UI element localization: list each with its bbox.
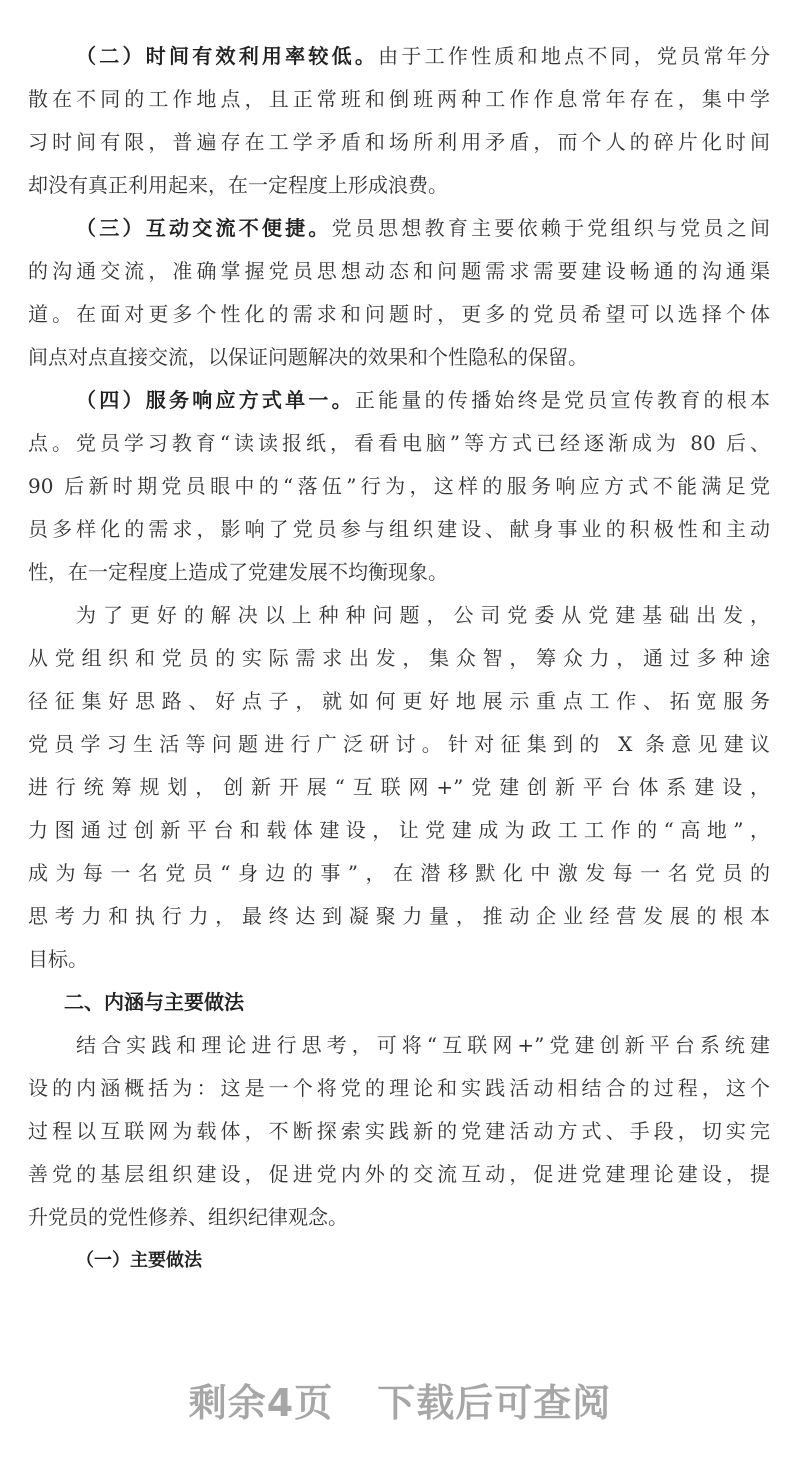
line-text: 为了更好的解决以上种种问题，公司党委从党建基础出发， — [76, 603, 770, 627]
paragraph-line — [28, 766, 770, 809]
line-text: 党员思想教育主要依赖于党组织与党员之间 — [331, 216, 771, 240]
line-text: 思考力和执行力，最终达到凝聚力量，推动企业经营发展的根本 — [28, 904, 770, 928]
paragraph-line — [28, 164, 770, 207]
line-text: 正能量的传播始终是党员宣传教育的根本 — [354, 388, 771, 412]
paragraph — [28, 207, 770, 379]
paragraph-line — [28, 809, 770, 852]
line-text: 性，在一定程度上造成了党建发展不均衡现象。 — [28, 560, 448, 584]
line-text: 善党的基层组织建设，促进党内外的交流互动，促进党建理论建设，提 — [28, 1162, 770, 1186]
line-text: 却没有真正利用起来，在一定程度上形成浪费。 — [28, 173, 448, 197]
paragraph-line — [28, 336, 770, 379]
paragraph-line — [28, 78, 770, 121]
paragraph-line — [28, 723, 770, 766]
paragraph-line — [28, 551, 770, 594]
paragraph — [28, 1024, 770, 1239]
line-text: 力图通过创新平台和载体建设，让党建成为政工工作的“高地”， — [28, 818, 770, 842]
paragraph-line — [28, 852, 770, 895]
line-text: 道。在面对更多个性化的需求和问题时，更多的党员希望可以选择个体 — [28, 302, 770, 326]
paragraph-line — [28, 1196, 770, 1239]
paragraph-line — [28, 379, 770, 422]
paragraph — [28, 594, 770, 981]
line-text: 员多样化的需求，影响了党员参与组织建设、献身事业的积极性和主动 — [28, 517, 770, 541]
paragraph — [28, 379, 770, 594]
line-text: 进行统筹规划，创新开展“互联网+”党建创新平台体系建设， — [28, 775, 770, 799]
line-text: 由于工作性质和地点不同，党员常年分 — [378, 44, 771, 68]
paragraph-line — [28, 1110, 770, 1153]
line-text: 习时间有限，普遍存在工学矛盾和场所利用矛盾，而个人的碎片化时间 — [28, 130, 770, 154]
line-text: 散在不同的工作地点，且正常班和倒班两种工作作息常年存在，集中学 — [28, 87, 770, 111]
paragraph-line — [28, 594, 770, 637]
paragraph-line — [28, 938, 770, 981]
paragraph-line — [28, 422, 770, 465]
paragraph-line — [28, 895, 770, 938]
paragraph-line — [28, 207, 770, 250]
section-heading: 二、内涵与主要做法 — [64, 990, 244, 1014]
paragraph — [28, 35, 770, 207]
paragraph-line — [28, 508, 770, 551]
line-text: 从党组织和党员的实际需求出发，集众智，筹众力，通过多种途 — [28, 646, 770, 670]
line-text: 升党员的党性修养、组织纪律观念。 — [28, 1205, 348, 1229]
line-text: 成为每一名党员“身边的事”，在潜移默化中激发每一名党员的 — [28, 861, 770, 885]
document-body — [28, 35, 770, 1282]
line-text: 党员学习生活等问题进行广泛研讨。针对征集到的 X 条意见建议 — [28, 732, 770, 756]
line-text: 结合实践和理论进行思考，可将“互联网+”党建创新平台系统建 — [76, 1033, 770, 1057]
paragraph-line — [28, 293, 770, 336]
paragraph-line — [28, 465, 770, 508]
line-text: 间点对点直接交流，以保证问题解决的效果和个性隐私的保留。 — [28, 345, 588, 369]
paragraph-line — [28, 1067, 770, 1110]
paragraph-heading: （二）时间有效利用率较低。 — [76, 44, 379, 68]
paragraph-line — [28, 637, 770, 680]
line-text: 过程以互联网为载体，不断探索实践新的党建活动方式、手段，切实完 — [28, 1119, 770, 1143]
paragraph-line — [28, 121, 770, 164]
line-text: 设的内涵概括为：这是一个将党的理论和实践活动相结合的过程，这个 — [28, 1076, 770, 1100]
line-text: 目标。 — [28, 947, 88, 971]
line-text: 90 后新时期党员眼中的“落伍”行为，这样的服务响应方式不能满足党 — [28, 474, 770, 498]
subheading: （一）主要做法 — [76, 1250, 202, 1271]
paragraph-heading: （四）服务响应方式单一。 — [76, 388, 355, 412]
paragraph-heading: （三）互动交流不便捷。 — [76, 216, 332, 240]
line-text: 的沟通交流，准确掌握党员思想动态和问题需求需要建设畅通的沟通渠 — [28, 259, 770, 283]
download-to-view-text: 下载后可查阅 — [377, 1381, 612, 1425]
remaining-pages-text: 剩余4页 — [188, 1381, 334, 1425]
paragraph-line — [28, 680, 770, 723]
paragraph-line — [28, 1024, 770, 1067]
line-text: 径征集好思路、好点子，就如何更好地展示重点工作、拓宽服务 — [28, 689, 770, 713]
line-text: 点。党员学习教育“读读报纸，看看电脑”等方式已经逐渐成为 80 后、 — [28, 431, 770, 455]
paragraph-line — [28, 250, 770, 293]
paragraph-line — [28, 35, 770, 78]
download-prompt[interactable] — [0, 1372, 800, 1427]
paragraph-line — [28, 1153, 770, 1196]
